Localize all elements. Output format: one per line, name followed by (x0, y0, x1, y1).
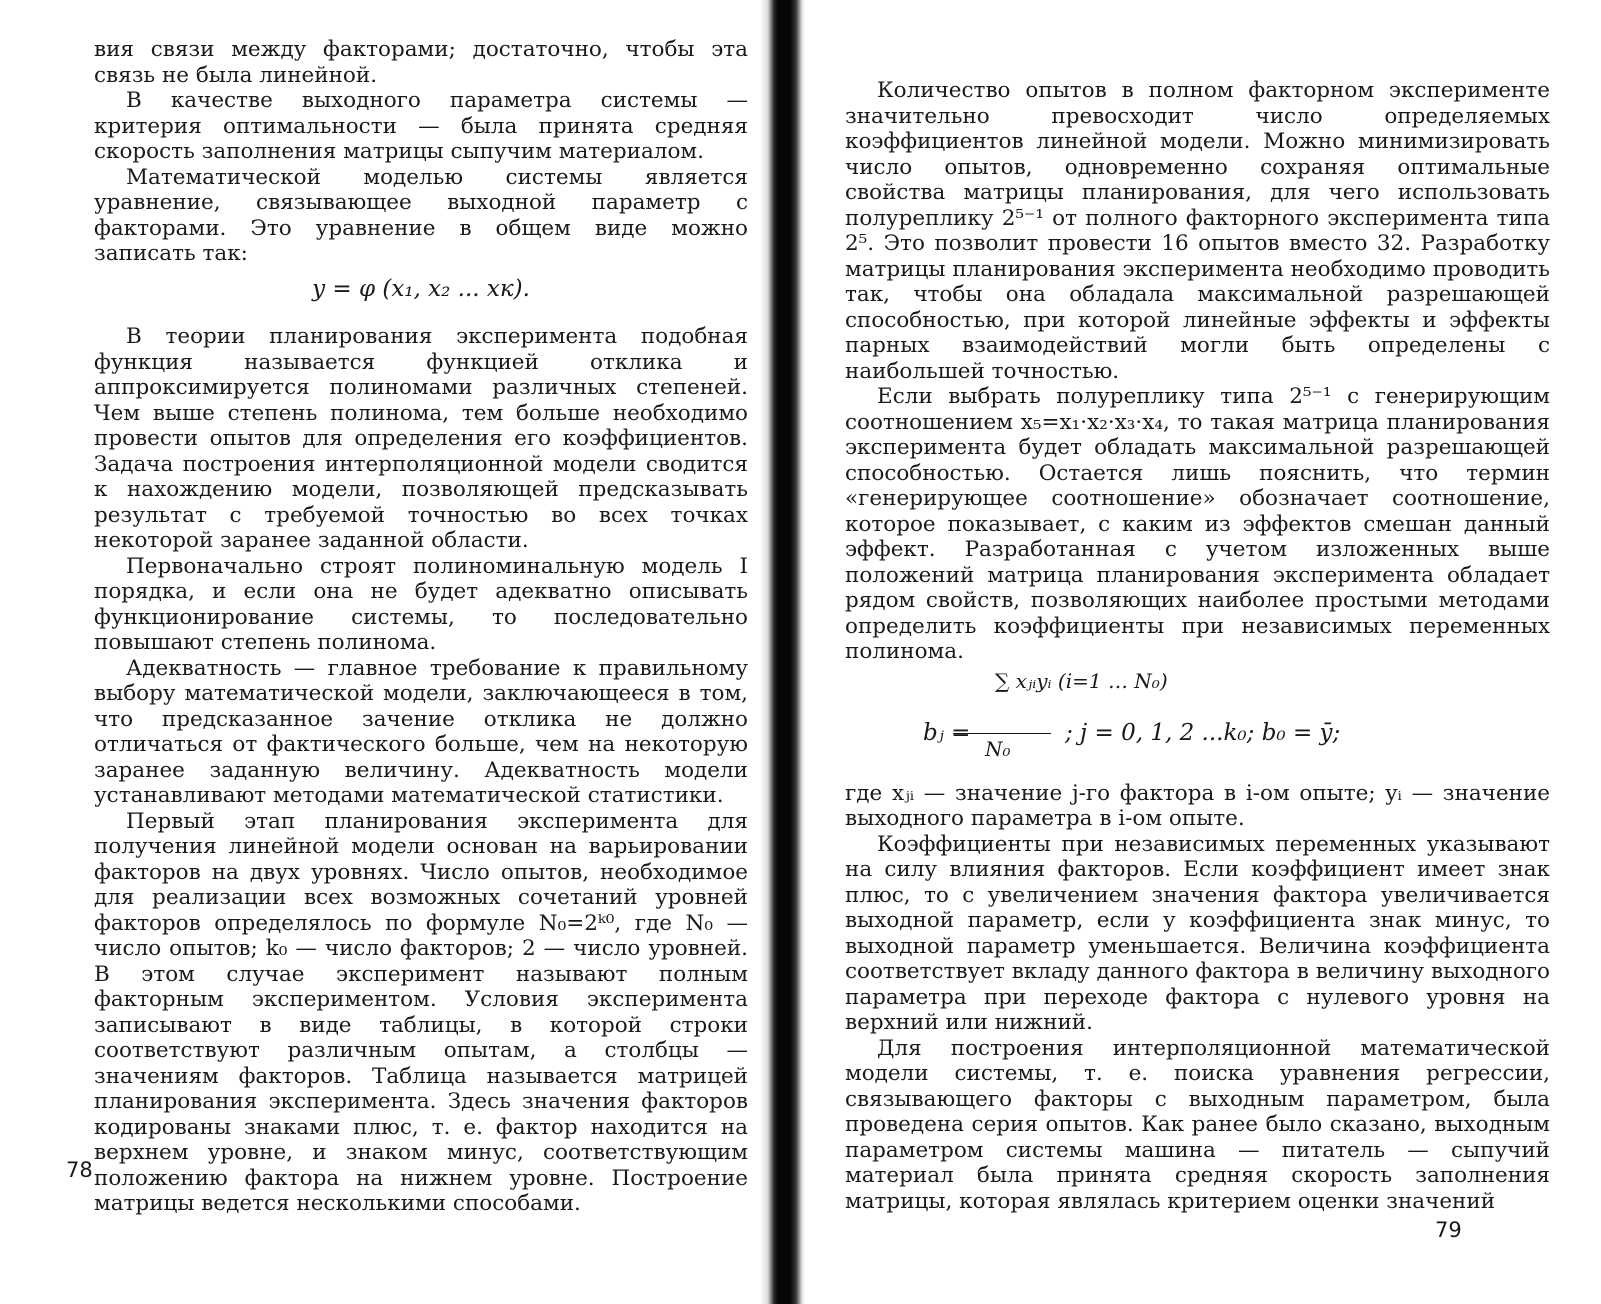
paragraph: где xⱼᵢ — значение j-го фактора в i-ом опыте; yᵢ — значение выходного параметра в i-ом опыте. (845, 780, 1550, 831)
paragraph: Если выбрать полуреплику типа 2⁵⁻¹ с генерирующим соотношением x₅=x₁·x₂·x₃·x₄, то такая матрица планирования эксперимента будет обладать максимальной разрешающей способностью. Остается лишь пояснить, что термин «генерирующее соотношение» обозначает соотношение, которое показывает, с каким из эффектов смешан данный эффект. Разработанная с учетом изложенных выше положений матрица планирования эксперимента обладает рядом свойств, позволяющих наиболее простыми методами определить коэффициенты при независимых переменных полинома. (845, 384, 1550, 664)
paragraph: вия связи между факторами; достаточно, чтобы эта связь не была линейной. (94, 37, 748, 88)
paragraph: Математической моделью системы является уравнение, связывающее выходной параметр с факторами. Это уравнение в общем виде можно записать так: (94, 164, 748, 266)
paragraph: Адекватность — главное требование к правильному выбору математической модели, заключающееся в том, что предсказанное зачение отклика не должно отличаться от фактического больше, чем на некоторую заранее заданную величину. Адекватность модели устанавливают методами математической статистики. (94, 655, 748, 808)
paragraph: В качестве выходного параметра системы — критерия оптимальности — была принята средняя скорость заполнения матрицы сыпучим материалом. (94, 88, 748, 164)
page-number: 78 (66, 1158, 93, 1182)
paragraph: Первый этап планирования эксперимента для получения линейной модели основан на варьировании факторов на двух уровнях. Число опытов, необходимое для реализации всех возможных сочетаний уровней факторов определялось по формуле N₀=2ᵏ⁰, где N₀ — число опытов; k₀ — число факторов; 2 — число уровней. В этом случае эксперимент называют полным факторным экспериментом. Условия эксперимента записывают в виде таблицы, в которой строки соответствуют различным опытам, а столбцы — значениям факторов. Таблица называется матрицей планирования эксперимента. Здесь значения факторов кодированы знаками плюс, т. е. фактор находится на верхнем уровне, и знаком минус, соответствующим положению фактора на нижнем уровне. Построение матрицы ведется несколькими способами. (94, 808, 748, 1216)
paragraph: Количество опытов в полном факторном эксперименте значительно превосходит число определяемых коэффициентов линейной модели. Можно минимизировать число опытов, одновременно сохраняя оптимальные свойства матрицы планирования, для чего использовать полуреплику 2⁵⁻¹ от полного факторного эксперимента типа 2⁵. Это позволит провести 16 опытов вместо 32. Разработку матрицы планирования эксперимента необходимо проводить так, чтобы она обладала максимальной разрешающей способностью, при которой линейные эффекты и эффекты парных взаимодействий могли быть определены с наибольшей точностью. (845, 78, 1550, 384)
formula-numerator: ∑ xⱼᵢyᵢ (i=1 … N₀) (995, 668, 1168, 693)
formula-denominator: N₀ (985, 736, 1011, 761)
page-number: 79 (1435, 1218, 1462, 1242)
right-page (805, 0, 1601, 1304)
fraction-line (953, 733, 1051, 734)
book-spine-gutter (760, 0, 805, 1304)
paragraph: Коэффициенты при независимых переменных указывают на силу влияния факторов. Если коэффициент имеет знак плюс, то с увеличением значения фактора увеличивается выходной параметр, если у коэффициента знак минус, то выходной параметр уменьшается. Величина коэффициента соответствует вкладу данного фактора в величину выходного параметра при переходе фактора с нулевого уровня на верхний или нижний. (845, 831, 1550, 1035)
right-text-column (845, 78, 1550, 1214)
response-function-formula: y = φ (x₁, x₂ ... xк). (312, 275, 530, 302)
coefficient-formula (845, 669, 1550, 773)
left-text-column (94, 37, 748, 1217)
paragraph: Для построения интерполяционной математической модели системы, т. е. поиска уравнения регрессии, связывающего факторы с выходным параметром, была проведена серия опытов. Как ранее было сказано, выходным параметром системы машина — питатель — сыпучий материал была принята средняя скорость заполнения матрицы, которая являлась критерием оценки значений (845, 1035, 1550, 1214)
formula-rhs: ; j = 0, 1, 2 ...k₀; b₀ = ȳ; (1065, 719, 1341, 746)
formula-lhs: bⱼ = (923, 719, 971, 746)
paragraph: В теории планирования эксперимента подобная функция называется функцией отклика и аппроксимируется полиномами различных степеней. Чем выше степень полинома, тем больше необходимо провести опытов для определения его коэффициентов. Задача построения интерполяционной модели сводится к нахождению модели, позволяющей предсказывать результат с требуемой точностью во всех точках некоторой заранее заданной области. (94, 324, 748, 553)
paragraph: Первоначально строят полиноминальную модель I порядка, и если она не будет адекватно описывать функционирование системы, то последовательно повышают степень полинома. (94, 553, 748, 655)
left-page (0, 0, 760, 1304)
